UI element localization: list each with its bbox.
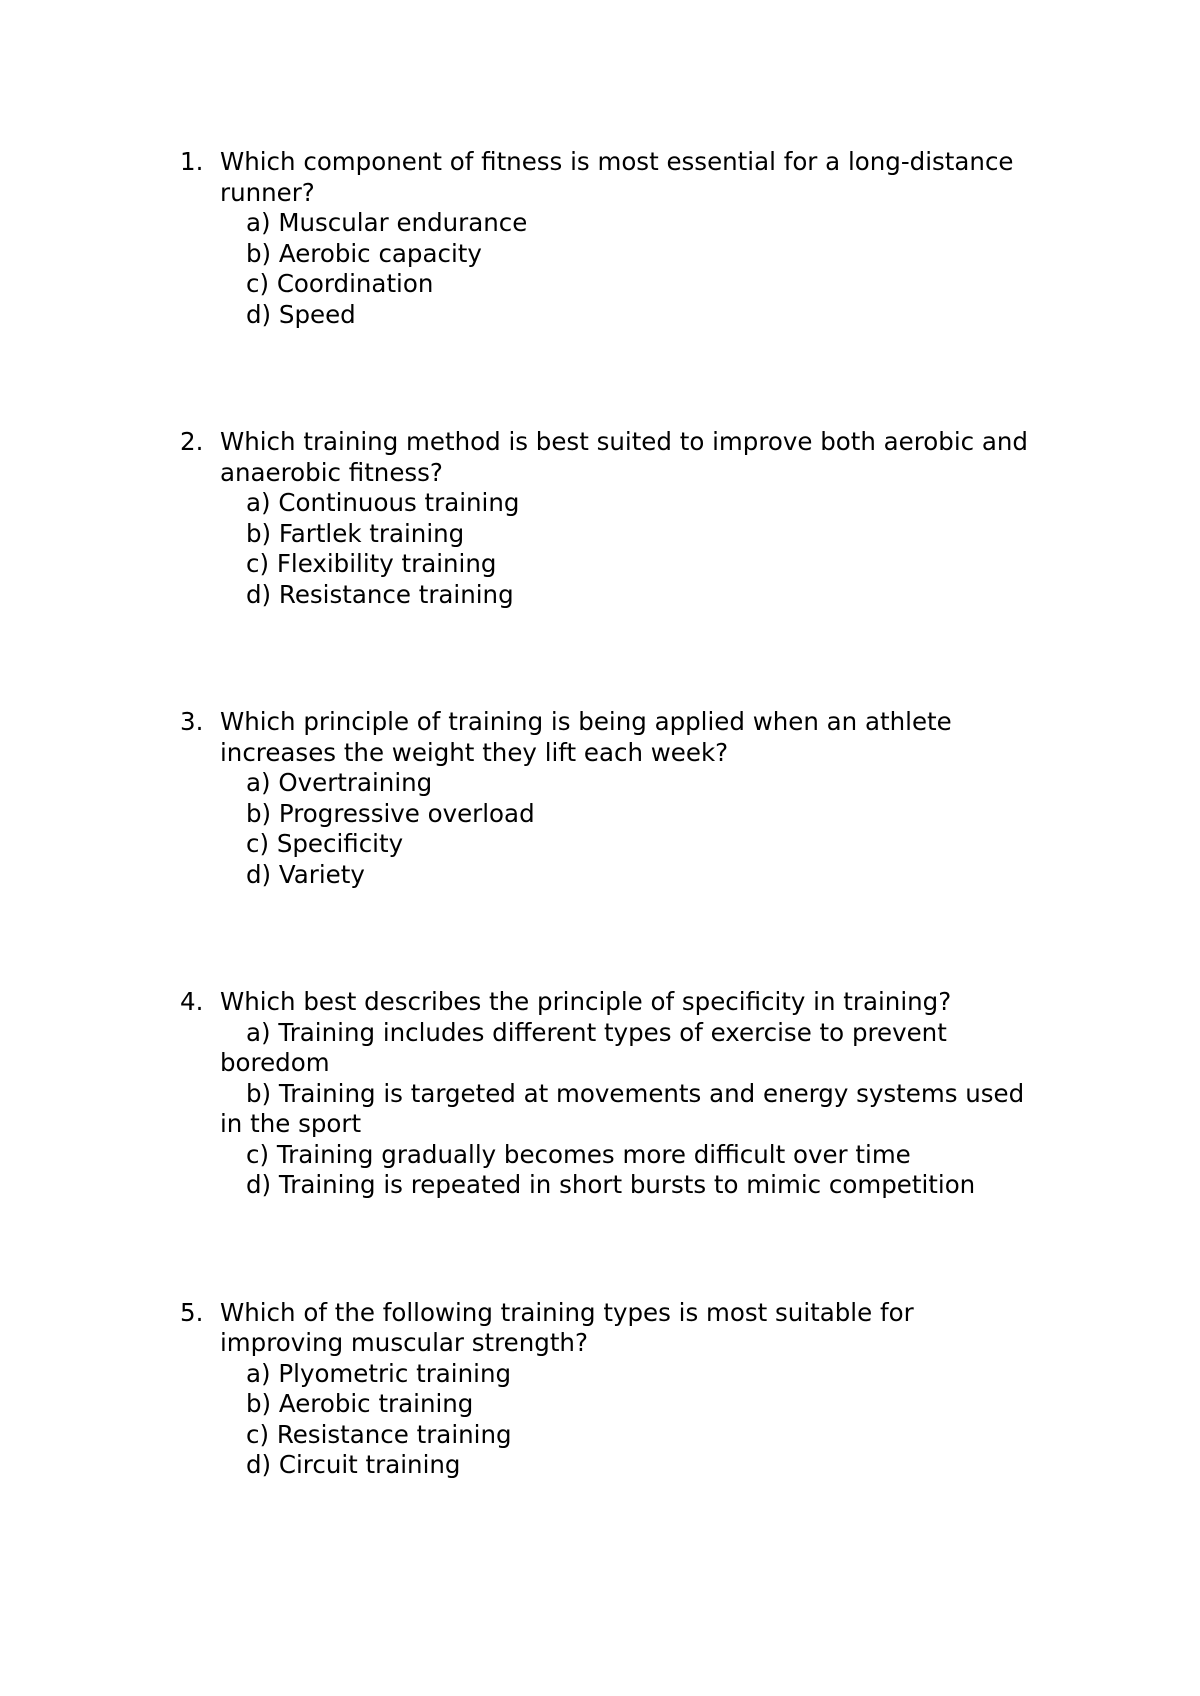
question-text: Which best describes the principle of specificity in training?: [220, 987, 952, 1016]
question-number: 3.: [180, 707, 204, 736]
answer-option-d: d) Speed: [246, 299, 356, 329]
answer-option-c: c) Training gradually becomes more difficult over time: [246, 1139, 911, 1169]
question-text: Which training method is best suited to improve both aerobic and anaerobic fitness?: [220, 427, 1028, 487]
answer-option-d: d) Variety: [246, 859, 365, 889]
answer-option-b: b) Fartlek training: [246, 518, 465, 548]
question-1: [180, 147, 1040, 330]
answer-option-c: c) Resistance training: [246, 1419, 512, 1449]
answer-option-c: c) Flexibility training: [246, 549, 497, 578]
answer-option-c: c) Coordination: [246, 269, 434, 298]
answer-option-a: a) Continuous training: [246, 488, 520, 517]
answer-option-a: a) Muscular endurance: [246, 208, 528, 237]
answer-option-a: a) Plyometric training: [246, 1358, 512, 1388]
question-number: 5.: [180, 1297, 204, 1327]
question-text: Which principle of training is being applied when an athlete increases the weight they lift each week?: [220, 707, 952, 767]
question-number: 1.: [180, 147, 204, 176]
answer-option-b: b) Progressive overload: [246, 798, 535, 828]
answer-option-a: a) Overtraining: [246, 768, 433, 797]
answer-option-b: b) Training is targeted at movements and energy systems used in the sport: [220, 1078, 1025, 1138]
question-text: Which of the following training types is most suitable for improving muscular strength?: [220, 1297, 914, 1357]
answer-option-c: c) Specificity: [246, 829, 404, 858]
answer-option-b: b) Aerobic training: [246, 1389, 474, 1418]
answer-option-b: b) Aerobic capacity: [246, 238, 482, 268]
question-2: [180, 427, 1040, 610]
question-text: Which component of fitness is most essential for a long-distance runner?: [220, 147, 1014, 207]
question-3: [180, 707, 1040, 890]
question-list: [180, 147, 1040, 1481]
answer-option-a: a) Training includes different types of exercise to prevent boredom: [220, 1017, 947, 1077]
answer-option-d: d) Training is repeated in short bursts to mimic competition: [246, 1170, 976, 1199]
answer-option-d: d) Circuit training: [246, 1450, 461, 1479]
answer-option-d: d) Resistance training: [246, 579, 514, 609]
question-4: [180, 987, 1040, 1201]
question-number: 2.: [180, 427, 204, 456]
question-number: 4.: [180, 987, 204, 1016]
question-5: [180, 1298, 1040, 1481]
